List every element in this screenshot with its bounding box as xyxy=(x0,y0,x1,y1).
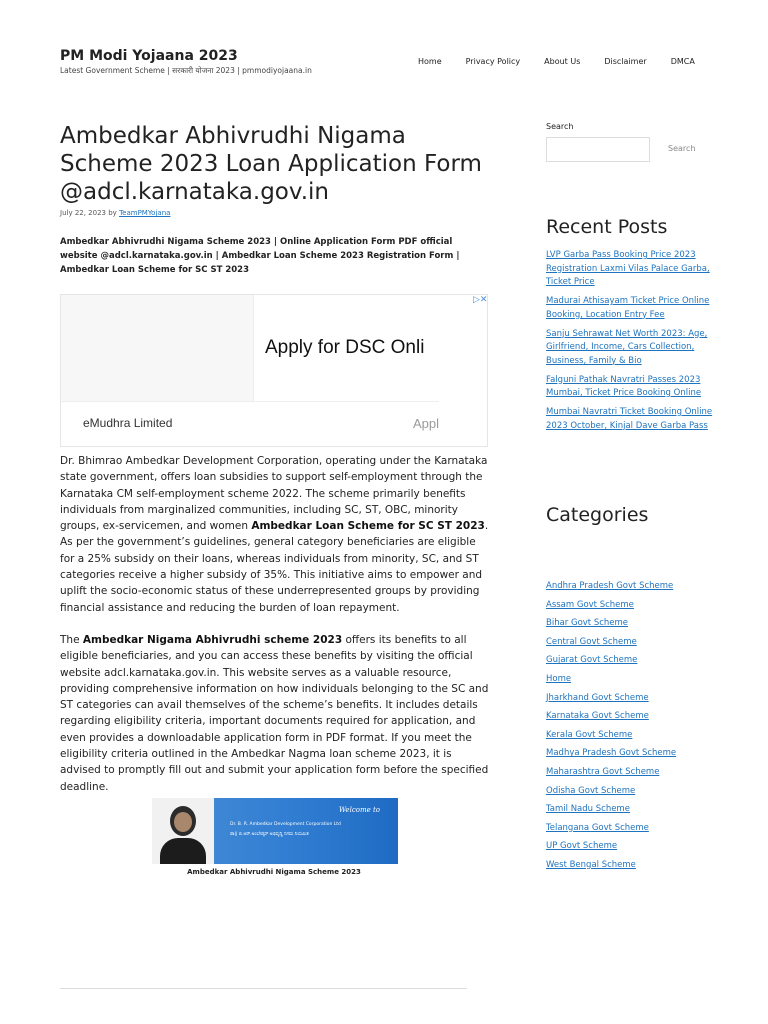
nav-item-about-us[interactable]: About Us xyxy=(544,57,581,66)
site-title[interactable]: PM Modi Yojaana 2023 xyxy=(60,48,238,64)
recent-post-link[interactable]: Madurai Athisayam Ticket Price Online Booking, Location Entry Fee xyxy=(546,296,710,320)
post-body xyxy=(60,453,490,811)
recent-post-link[interactable]: LVP Garba Pass Booking Price 2023 Registration Laxmi Vilas Palace Garba, Ticket Price xyxy=(546,250,710,287)
paragraph-2: The Ambedkar Nigama Abhivrudhi scheme 2023 offers its benefits to all eligible beneficiaries, and you can access these benefits by visiting the official website adcl.karnataka.gov.in. This website serves as a valuable resource, providing comprehensive information on how individuals belonging to the SC and ST categories can avail themselves of the scheme’s benefits. It includes details regarding eligibility criteria, important documents required for application, and even provides a downloadable application form in PDF format. If you meet the eligibility criteria outlined in the Ambedkar Nagma loan scheme 2023, it is advised to promptly fill out and submit your application form before the specified deadline. xyxy=(60,633,489,793)
recent-post-link[interactable]: Mumbai Navratri Ticket Booking Online 2023 October, Kinjal Dave Garba Pass xyxy=(546,407,713,431)
category-link[interactable]: Gujarat Govt Scheme xyxy=(546,655,638,666)
post-image xyxy=(152,798,398,864)
banner-welcome: Welcome to xyxy=(338,806,380,814)
nav-item-dmca[interactable]: DMCA xyxy=(670,57,695,66)
recent-post-link[interactable]: Sanju Sehrawat Net Worth 2023: Age, Girlfriend, Income, Cars Collection, Business, Family & Bio xyxy=(546,328,708,366)
post-title: Ambedkar Abhivrudhi Nigama Scheme 2023 Loan Application Form @adcl.karnataka.gov.in xyxy=(60,123,482,205)
divider xyxy=(60,988,467,989)
nav-item-privacy-policy[interactable]: Privacy Policy xyxy=(465,57,521,66)
category-link[interactable]: Karnataka Govt Scheme xyxy=(546,711,649,722)
sidebar xyxy=(546,122,716,870)
post-date: July 22, 2023 xyxy=(60,209,106,217)
ad-apply-button[interactable]: Appl xyxy=(413,416,440,431)
ad-company: eMudhra Limited xyxy=(83,416,173,430)
category-link[interactable]: Telangana Govt Scheme xyxy=(546,822,649,833)
main-content xyxy=(60,122,489,876)
site-description: Latest Government Scheme | सरकारी योजना 2023 | pmmodiyojaana.in xyxy=(60,66,312,75)
category-link[interactable]: Odisha Govt Scheme xyxy=(546,785,636,796)
categories-title: Categories xyxy=(546,504,649,526)
category-link[interactable]: Tamil Nadu Scheme xyxy=(546,804,630,815)
category-link[interactable]: Jharkhand Govt Scheme xyxy=(546,692,649,703)
search-button[interactable]: Search xyxy=(668,144,696,153)
post-meta xyxy=(60,209,488,217)
category-link[interactable]: UP Govt Scheme xyxy=(546,841,618,852)
advertisement[interactable] xyxy=(60,294,488,447)
image-caption: Ambedkar Abhivrudhi Nigama Scheme 2023 xyxy=(187,868,361,876)
search-input[interactable] xyxy=(546,137,650,162)
ad-headline[interactable]: Apply for DSC Onli xyxy=(265,337,425,358)
nav-item-disclaimer[interactable]: Disclaimer xyxy=(604,57,647,66)
category-link[interactable]: Bihar Govt Scheme xyxy=(546,618,629,629)
portrait-face xyxy=(174,812,192,832)
categories-list xyxy=(546,580,716,878)
ad-image xyxy=(61,295,254,401)
post-author-link[interactable]: TeamPMYojana xyxy=(119,209,171,217)
portrait-image xyxy=(152,798,214,864)
category-link[interactable]: Madhya Pradesh Govt Scheme xyxy=(546,748,677,759)
category-link[interactable]: West Bengal Scheme xyxy=(546,859,636,870)
category-link[interactable]: Assam Govt Scheme xyxy=(546,599,634,610)
ad-close-icon[interactable]: ▷✕ xyxy=(473,295,488,305)
category-link[interactable]: Andhra Pradesh Govt Scheme xyxy=(546,581,674,591)
recent-post-link[interactable]: Falguni Pathak Navratri Passes 2023 Mumbai, Ticket Price Booking Online xyxy=(546,374,702,398)
banner-org-name: Dr. B. R. Ambedkar Development Corporation Ltd xyxy=(230,822,341,827)
nav-item-home[interactable]: Home xyxy=(418,57,442,66)
category-link[interactable]: Kerala Govt Scheme xyxy=(546,729,633,740)
main-nav xyxy=(418,57,695,66)
recent-posts-list xyxy=(546,249,716,439)
post-by: by xyxy=(108,209,117,217)
paragraph-1: Dr. Bhimrao Ambedkar Development Corporation, operating under the Karnataka state government, offers loan subsidies to support self-employment through the Karnataka CM self-employment scheme 2022. The scheme primarily benefits individuals from marginalized communities, including SC, ST, OBC, minority groups, ex-servicemen, and women Ambedkar Loan Scheme for SC ST 2023. As per the government’s guidelines, general category beneficiaries are eligible for a 25% subsidy on their loans, whereas individuals from minority, SC, and ST categories receive a higher subsidy of 35%. This initiative aims to empower and uplift the socio-economic status of these underrepresented groups by providing financial assistance and reducing the burden of loan repayment. xyxy=(60,455,489,614)
search-label: Search xyxy=(546,122,574,131)
portrait-coat xyxy=(160,838,206,864)
ad-footer xyxy=(61,401,439,447)
recent-posts-title: Recent Posts xyxy=(546,216,668,238)
banner-org-name-kannada: ಡಾ|| ಬಿ.ಆರ್.ಅಂಬೇಡ್ಕರ್ ಅಭಿವೃದ್ಧಿ ನಿಗಮ ನಿಯಮಿತ xyxy=(230,832,309,837)
category-link[interactable]: Home xyxy=(546,673,572,684)
search-form xyxy=(546,137,716,162)
category-link[interactable]: Central Govt Scheme xyxy=(546,636,637,647)
category-link[interactable]: Maharashtra Govt Scheme xyxy=(546,766,660,777)
post-intro: Ambedkar Abhivrudhi Nigama Scheme 2023 | Online Application Form PDF official website @adcl.karnataka.gov.in | Ambedkar Loan Scheme 2023 Registration Form | Ambedkar Loan Scheme for SC ST 2023 xyxy=(60,237,460,275)
